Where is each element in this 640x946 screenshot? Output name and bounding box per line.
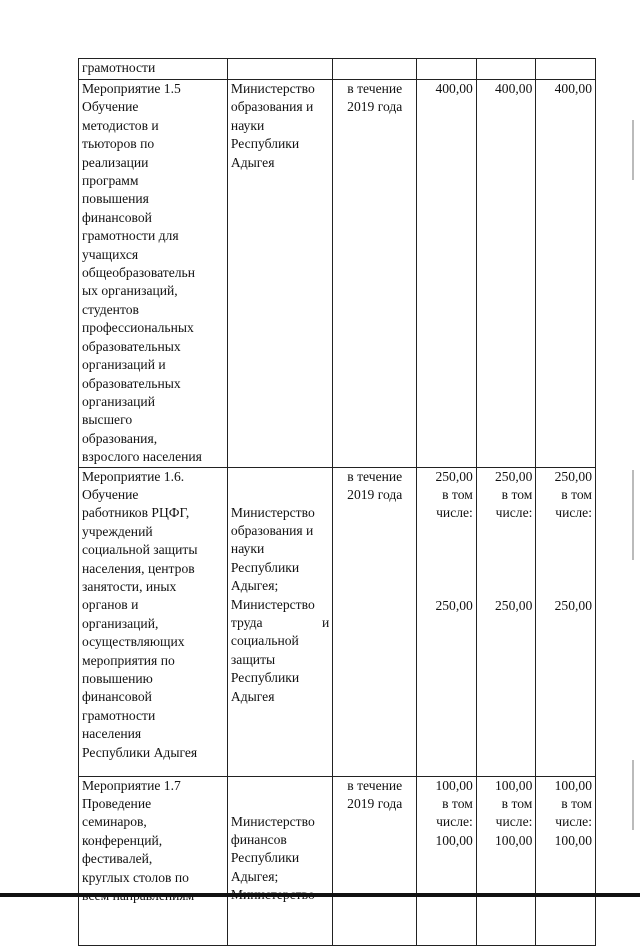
scan-edge-mark: [632, 470, 634, 560]
activity-line: методистов и: [82, 117, 159, 133]
activity-line: высшего: [82, 412, 133, 428]
activity-line: образовательных: [82, 375, 181, 391]
activity-line: профессиональных: [82, 320, 194, 336]
budget-table: [78, 58, 596, 946]
amount-cell: [417, 59, 477, 80]
activity-line: ых организаций,: [82, 283, 178, 299]
page-bottom-border: [0, 893, 640, 897]
activity-line: взрослого населения: [82, 449, 202, 465]
period-cell: в течение 2019 года: [333, 776, 417, 945]
amount-cell: 400,00: [536, 80, 596, 468]
activity-line: организаций и: [82, 357, 166, 373]
amount-cell: [476, 59, 536, 80]
amount-cell: [536, 59, 596, 80]
table-row: [79, 467, 596, 776]
period-cell: [333, 59, 417, 80]
activity-line: грамотности для: [82, 228, 179, 244]
activity-line: студентов: [82, 301, 139, 317]
activity-cell: Мероприятие 1.6. Обучение работников РЦФГ, учреждений социальной защиты населения, центров занятости, иных органов и организаций, осуществляющих мероприятия по повышению финансовой грамотности населения Республики Адыгея: [79, 467, 228, 776]
activity-cell: Мероприятие 1.7 Проведение семинаров, конференций, фестивалей, круглых столов по: [79, 776, 228, 945]
table-row: [79, 80, 596, 468]
amount-cell: 400,00: [476, 80, 536, 468]
activity-line: организаций: [82, 393, 155, 409]
activity-line: тьюторов по: [82, 136, 155, 152]
responsible-cell: Министерство финансов Республики Адыгея;: [227, 776, 332, 945]
activity-line: учащихся: [82, 246, 139, 262]
table-row: [79, 59, 596, 80]
activity-cell: грамотности: [79, 59, 228, 80]
table-row: [79, 776, 596, 945]
activity-line: образовательных: [82, 338, 181, 354]
amount-cell: 250,00 в том числе: 250,00: [536, 467, 596, 776]
amount-cell: 100,00 в том числе: 100,00: [476, 776, 536, 945]
activity-line: повышения: [82, 191, 149, 207]
amount-cell: 250,00 в том числе: 250,00: [417, 467, 477, 776]
amount-cell: 100,00 в том числе: 100,00: [417, 776, 477, 945]
activity-line: Обучение: [82, 99, 139, 115]
activity-line: программ: [82, 173, 139, 189]
activity-cell: [79, 80, 228, 468]
activity-line: общеобразовательн: [82, 265, 195, 281]
responsible-cell: Министерство образования и науки Республики Адыгея; Министерство труда и социальной защиты Республики Адыгея: [227, 467, 332, 776]
responsible-cell: [227, 59, 332, 80]
scan-edge-mark: [632, 120, 634, 180]
amount-cell: 250,00 в том числе: 250,00: [476, 467, 536, 776]
activity-line: образования,: [82, 430, 158, 446]
activity-line: Мероприятие 1.5: [82, 81, 181, 96]
period-cell: в течение 2019 года: [333, 467, 417, 776]
responsible-cell: Министерство образования и науки Республики Адыгея: [227, 80, 332, 468]
activity-line: реализации: [82, 154, 149, 170]
period-cell: в течение 2019 года: [333, 80, 417, 468]
activity-line: финансовой: [82, 209, 152, 225]
scan-edge-mark: [632, 760, 634, 830]
amount-cell: 100,00 в том числе: 100,00: [536, 776, 596, 945]
amount-cell: 400,00: [417, 80, 477, 468]
